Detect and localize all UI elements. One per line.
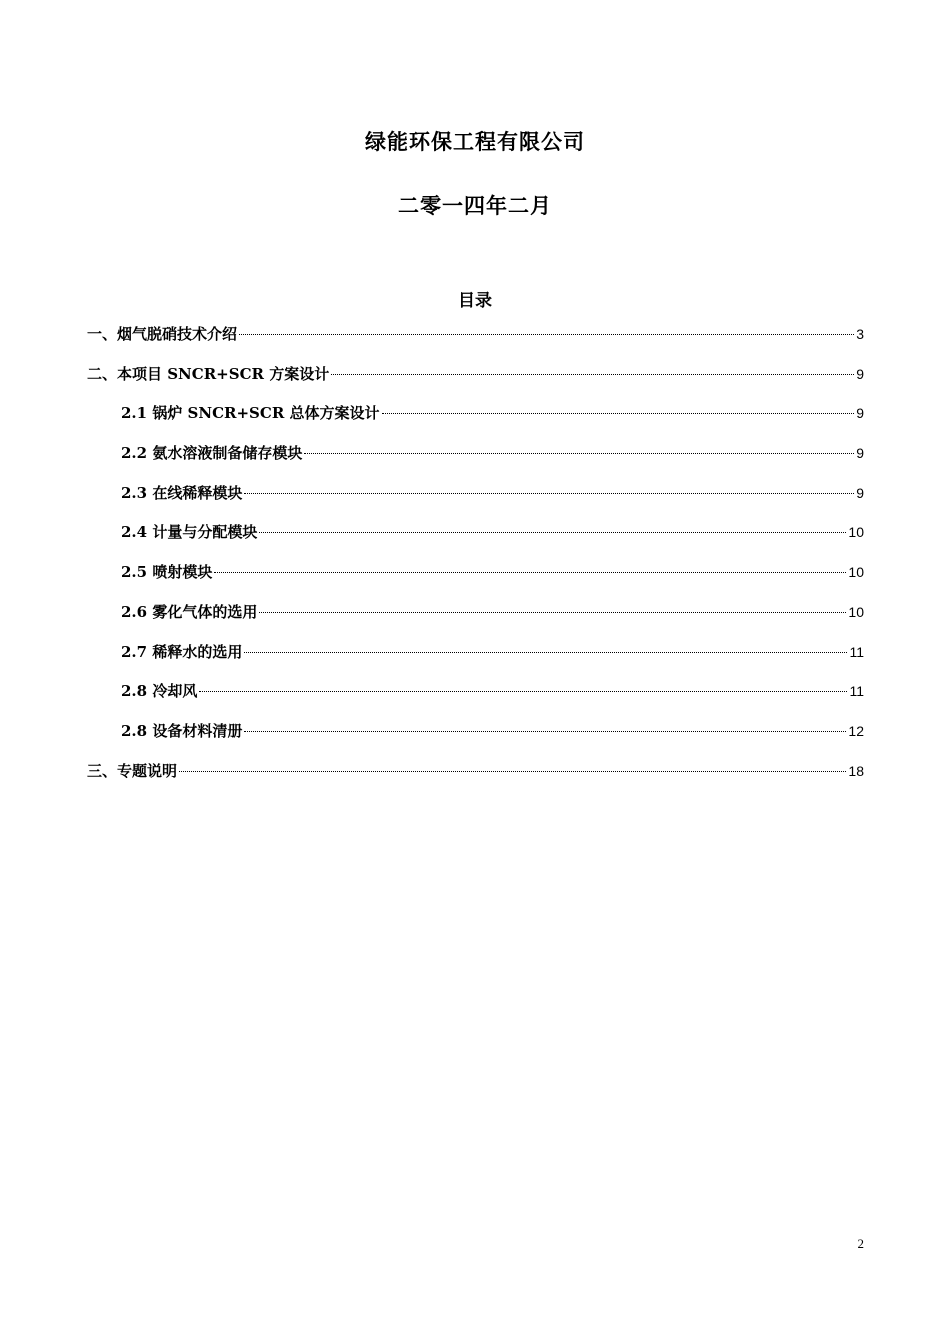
toc-leader-dots xyxy=(259,612,846,613)
toc-entry-label: 一、烟气脱硝技术介绍 xyxy=(87,325,238,343)
toc-leader-dots xyxy=(214,572,846,573)
toc-entry-page: 9 xyxy=(856,365,864,382)
toc-entry-label: 2.7 稀释水的选用 xyxy=(121,642,243,661)
toc-leader-dots xyxy=(199,691,847,692)
toc-entry-1[interactable] xyxy=(87,323,864,363)
toc-entry-2-8[interactable] xyxy=(87,680,864,720)
toc-entry-label: 2.4 计量与分配模块 xyxy=(121,523,258,542)
company-name: 绿能环保工程有限公司 xyxy=(365,129,585,154)
toc-entry-page: 10 xyxy=(848,564,864,581)
toc-leader-dots xyxy=(382,413,855,414)
toc-leader-dots xyxy=(244,652,847,653)
toc-entry-label: 2.2 氨水溶液制备储存模块 xyxy=(121,444,303,463)
toc-entry-2-5[interactable] xyxy=(87,561,864,601)
toc-entry-2-6[interactable] xyxy=(87,601,864,641)
toc-entry-2-1[interactable] xyxy=(87,402,864,442)
toc-leader-dots xyxy=(179,771,846,772)
page-number: 2 xyxy=(857,1236,864,1251)
table-of-contents xyxy=(87,323,864,799)
toc-entry-label: 2.1 锅炉 SNCR+SCR 总体方案设计 xyxy=(121,404,380,423)
toc-entry-2-8b[interactable] xyxy=(87,720,864,760)
toc-leader-dots xyxy=(331,374,854,375)
document-date: 二零一四年二月 xyxy=(398,193,552,218)
toc-entry-2-7[interactable] xyxy=(87,641,864,681)
toc-entry-page: 18 xyxy=(848,762,864,779)
toc-entry-label: 2.8 设备材料清册 xyxy=(121,721,243,740)
toc-entry-page: 11 xyxy=(849,683,864,700)
toc-entry-2-3[interactable] xyxy=(87,482,864,522)
toc-entry-label: 二、本项目 SNCR+SCR 方案设计 xyxy=(87,364,330,383)
toc-entry-page: 10 xyxy=(848,524,864,541)
toc-entry-page: 9 xyxy=(856,445,864,462)
toc-entry-label: 2.5 喷射模块 xyxy=(121,563,213,582)
toc-entry-page: 12 xyxy=(848,722,864,739)
toc-leader-dots xyxy=(259,532,846,533)
toc-entry-label: 2.3 在线稀释模块 xyxy=(121,483,243,502)
toc-entry-label: 2.6 雾化气体的选用 xyxy=(121,602,258,621)
toc-leader-dots xyxy=(304,453,854,454)
toc-entry-label: 2.8 冷却风 xyxy=(121,682,198,701)
toc-leader-dots xyxy=(239,334,854,335)
toc-entry-2-4[interactable] xyxy=(87,521,864,561)
toc-entry-2-2[interactable] xyxy=(87,442,864,482)
toc-leader-dots xyxy=(244,731,846,732)
toc-entry-page: 3 xyxy=(856,326,864,342)
toc-entry-label: 三、专题说明 xyxy=(87,761,178,780)
toc-entry-page: 10 xyxy=(848,603,864,620)
toc-title: 目录 xyxy=(458,291,492,311)
toc-entry-page: 9 xyxy=(856,484,864,501)
toc-entry-2[interactable] xyxy=(87,363,864,403)
toc-entry-page: 9 xyxy=(856,405,864,422)
toc-leader-dots xyxy=(244,493,854,494)
toc-entry-page: 11 xyxy=(849,643,864,660)
toc-entry-3[interactable] xyxy=(87,760,864,800)
